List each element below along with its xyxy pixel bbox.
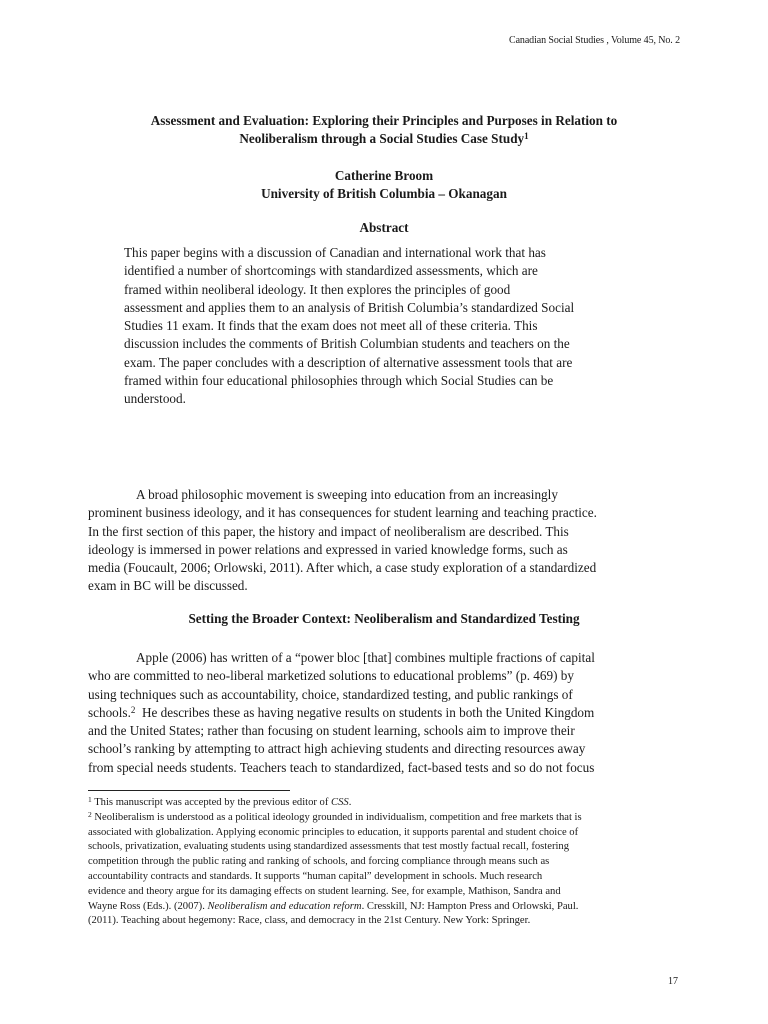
footnote-2-text: Wayne Ross (Eds.). (2007).: [88, 900, 208, 912]
title-line-1: Assessment and Evaluation: Exploring their Principles and Purposes in Relation to: [150, 113, 618, 128]
author-name: Catherine Broom: [334, 168, 434, 183]
footnote-1: [88, 796, 700, 811]
footnote-1-end: .: [348, 797, 352, 808]
paragraph-line: who are committed to neo-liberal marketized solutions to educational problems” (p. 469) by: [88, 668, 574, 684]
abstract-line: Studies 11 exam. It finds that the exam does not meet all of these criteria. This: [124, 318, 538, 334]
footnote-2-text: . Cresskill, NJ: Hampton Press and Orlowski, Paul.: [361, 900, 579, 912]
abstract-line: understood.: [124, 391, 186, 407]
footnote-2-line: competition through the public rating and ranking of schools, and forcing compliance through means such as: [88, 856, 550, 868]
footnote-2-marker: 2: [88, 809, 92, 819]
footnote-2-line: [88, 811, 700, 826]
paragraph-line: In the first section of this paper, the history and impact of neoliberalism are described. This: [88, 523, 569, 539]
paragraph-line: A broad philosophic movement is sweeping into education from an increasingly: [136, 487, 558, 502]
abstract-line: framed within four educational philosophies through which Social Studies can be: [124, 373, 554, 389]
abstract-line: exam. The paper concludes with a description of alternative assessment tools that are: [124, 354, 573, 370]
abstract-heading: Abstract: [359, 220, 409, 235]
paragraph-line: prominent business ideology, and it has consequences for student learning and teaching practice.: [88, 505, 597, 521]
footnote-2-line: accountability contracts and standards. It supports “human capital” development in schools. Much research: [88, 870, 543, 882]
paragraph-line: school’s ranking by attempting to attract high achieving students and directing resources away: [88, 741, 586, 757]
paragraph-text: He describes these as having negative results on students in both the United Kingdom: [135, 704, 595, 720]
abstract-line: discussion includes the comments of British Columbian students and teachers on the: [124, 336, 570, 352]
body-paragraph-1: [88, 486, 700, 596]
footnote-1-italic: CSS: [331, 797, 349, 808]
footnote-2-line: associated with globalization. Applying economic principles to education, it supports parental and student choice of: [88, 826, 579, 838]
title-line-2-text: Neoliberalism through a Social Studies Case Study: [239, 131, 525, 146]
footnote-2-book-title: Neoliberalism and education reform: [207, 900, 362, 912]
abstract-line: framed within neoliberal ideology. It then explores the principles of good: [124, 281, 511, 297]
running-head: Canadian Social Studies , Volume 45, No. 2: [509, 35, 680, 46]
footnote-2-text: Neoliberalism is understood as a political ideology grounded in individualism, competition and free markets that is: [91, 811, 582, 823]
abstract-body: [124, 244, 654, 409]
footnote-separator: [88, 790, 290, 791]
abstract-line: This paper begins with a discussion of Canadian and international work that has: [124, 245, 546, 260]
paragraph-text: schools.: [88, 704, 131, 720]
footnote-marker-2: 2: [130, 704, 136, 715]
footnotes: [88, 796, 700, 929]
paragraph-line: media (Foucault, 2006; Orlowski, 2011). After which, a case study exploration of a standardized: [88, 560, 597, 576]
paper-title: [0, 112, 768, 148]
body-paragraph-2: [88, 649, 700, 777]
author-block: [0, 167, 768, 203]
footnote-1-text: This manuscript was accepted by the previous editor of: [91, 797, 332, 808]
title-line-2: [0, 130, 768, 148]
footnote-2-line: evidence and theory argue for its damaging effects on student learning. See, for example, Mathison, Sandra and: [88, 885, 561, 897]
section-heading: Setting the Broader Context: Neoliberalism and Standardized Testing: [188, 611, 580, 626]
paragraph-line: Apple (2006) has written of a “power bloc [that] combines multiple fractions of capital: [136, 650, 595, 665]
footnote-1-marker: 1: [88, 795, 92, 804]
abstract-line: assessment and applies them to an analysis of British Columbia’s standardized Social: [124, 299, 575, 315]
footnote-2-line: (2011). Teaching about hegemony: Race, class, and democracy in the 21st Century. New York: Springer.: [88, 915, 531, 927]
author-affiliation: University of British Columbia – Okanagan: [261, 186, 507, 201]
paragraph-line: [88, 704, 700, 722]
paragraph-line: and the United States; rather than focusing on student learning, schools aim to improve their: [88, 723, 575, 739]
page-number: 17: [668, 976, 678, 987]
title-footnote-marker: 1: [524, 131, 529, 141]
paragraph-line: from special needs students. Teachers teach to standardized, fact-based tests and so do not focus: [88, 759, 595, 775]
paragraph-line: ideology is immersed in power relations and expressed in varied knowledge forms, such as: [88, 541, 568, 557]
paragraph-line: using techniques such as accountability, choice, standardized testing, and public rankings of: [88, 686, 573, 702]
footnote-2-line: schools, privatization, evaluating students using standardized assessments that test mostly factual recall, fostering: [88, 841, 570, 853]
paragraph-line: exam in BC will be discussed.: [88, 578, 248, 594]
abstract-line: identified a number of shortcomings with standardized assessments, which are: [124, 263, 538, 279]
footnote-2-line: [88, 900, 700, 915]
